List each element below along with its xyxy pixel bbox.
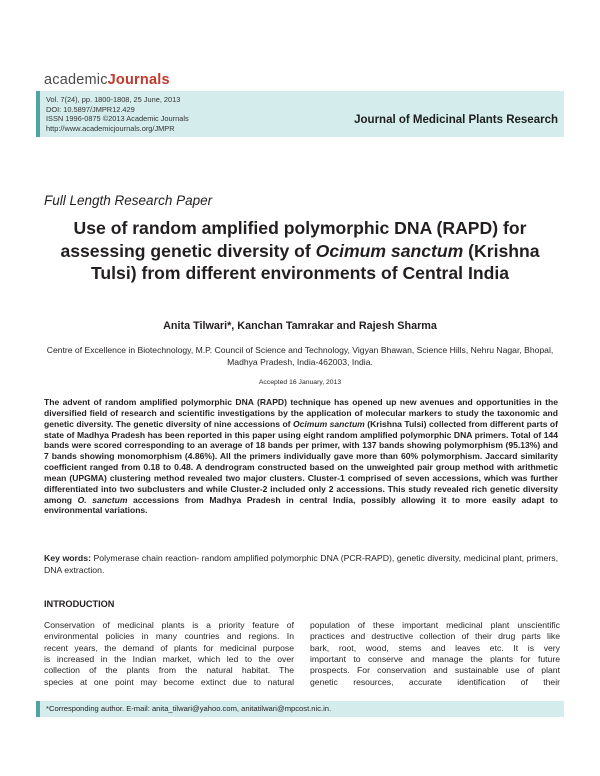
accepted-date: Accepted 16 January, 2013 bbox=[258, 379, 342, 386]
authors: Anita Tilwari*, Kanchan Tamrakar and Rajesh Sharma bbox=[163, 320, 437, 332]
publisher-logo bbox=[44, 72, 170, 88]
issn-line: ISSN 1996-0875 ©2013 Academic Journals bbox=[46, 114, 189, 124]
intro-right-line: genetic resources, accurate identification of their bbox=[310, 676, 560, 687]
introduction-right-column bbox=[310, 620, 560, 688]
journal-name: Journal of Medicinal Plants Research bbox=[354, 114, 558, 126]
keywords bbox=[44, 553, 558, 576]
intro-right-line: prospects. For conservation and sustainable use of plant bbox=[310, 665, 560, 676]
keywords-text: Polymerase chain reaction- random amplified polymorphic DNA (PCR-RAPD), genetic diversity, medicinal plant, primers, DNA extraction. bbox=[44, 553, 558, 575]
affiliation: Centre of Excellence in Biotechnology, M.P. Council of Science and Technology, Vigyan Bhawan, Science Hills, Nehru Nagar, Bhopal, Madhya Pradesh, India-462003, India. bbox=[46, 345, 554, 367]
keywords-label: Key words: bbox=[44, 553, 91, 563]
title-part-1: Use of random amplified polymorphic DNA (RAPD) for assessing genetic diversity of bbox=[60, 218, 527, 261]
intro-left-line: species at one point may become extinct due to natural bbox=[44, 676, 294, 687]
paper-title bbox=[40, 217, 560, 285]
intro-right-line: bark, root, wood, stems and leaves etc. It is very bbox=[310, 642, 560, 653]
paper-type: Full Length Research Paper bbox=[44, 193, 213, 208]
abstract-part-1: The advent of random amplified polymorphic DNA (RAPD) technique has opened up new avenues and opportunities in the diversified field of research and scientific investigations by the application of molecular markers to study the taxonomic and genetic diversity. The genetic diversity of nine accessions of bbox=[44, 397, 558, 429]
intro-left-line: environmental policies in many countries and regions. In bbox=[44, 631, 294, 642]
intro-left-line: is increased in the Indian market, which led to the over bbox=[44, 654, 294, 665]
intro-right-line: important to conserve and manage the plants for future bbox=[310, 654, 560, 665]
volume-line: Vol. 7(24), pp. 1800-1808, 25 June, 2013 bbox=[46, 95, 181, 104]
logo-text-academic: academic bbox=[44, 72, 108, 88]
journal-url[interactable]: http://www.academicjournals.org/JMPR bbox=[46, 123, 175, 133]
abstract bbox=[44, 397, 558, 516]
doi-line: DOI: 10.5897/JMPR12.429 bbox=[46, 104, 135, 114]
introduction-heading: INTRODUCTION bbox=[44, 599, 115, 609]
corresponding-author-note: *Corresponding author. E-mail: anita_tilwari@yahoo.com, anitatilwari@mpcost.nic.in. bbox=[46, 704, 332, 713]
journal-metadata bbox=[46, 95, 189, 133]
title-part-2: (Krishna Tulsi) from different environments of Central India bbox=[90, 240, 540, 283]
logo-text-journals: Journals bbox=[107, 72, 170, 88]
intro-left-line: Conservation of medicinal plants is a priority feature of bbox=[44, 620, 294, 630]
abstract-part-3: accessions from Madhya Pradesh in central India, possibly allowing it to more easily adapt to environmental variations. bbox=[44, 494, 558, 516]
intro-right-line: practices and destructive collection of their drug parts like bbox=[310, 631, 560, 642]
abstract-species-2: O. sanctum bbox=[77, 494, 128, 505]
intro-right-line: population of these important medicinal plant unscientific bbox=[310, 620, 560, 630]
introduction-left-column bbox=[44, 620, 294, 688]
intro-left-line: collection of the plants from the natural habitat. The bbox=[44, 665, 294, 676]
title-species: Ocimum sanctum bbox=[315, 240, 464, 261]
abstract-part-2: (Krishna Tulsi) collected from different parts of state of Madhya Pradesh has been reported in this paper using eight random amplified polymorphic DNA primers. Total of 144 bands were scored corresponding to an average of 18 bands per primer, with 137 bands showing polymorphism (95.13%) and 7 bands showing monomorphism (4.86%). All the primers individually gave more than 60% polymorphism. Jaccard similarity coefficient ranged from 0.18 to 0.48. A dendrogram constructed based on the unweighted pair group method with arithmetic mean (UPGMA) clustering method revealed two major clusters. Cluster-1 comprised of seven accessions, which was further differentiated into two subclusters and while Cluster-2 included only 2 accessions. This study revealed rich genetic diversity among bbox=[44, 418, 558, 505]
abstract-species-1: Ocimum sanctum bbox=[292, 418, 365, 429]
intro-left-line: recent years, the demand of plants for medicinal purpose bbox=[44, 642, 294, 653]
